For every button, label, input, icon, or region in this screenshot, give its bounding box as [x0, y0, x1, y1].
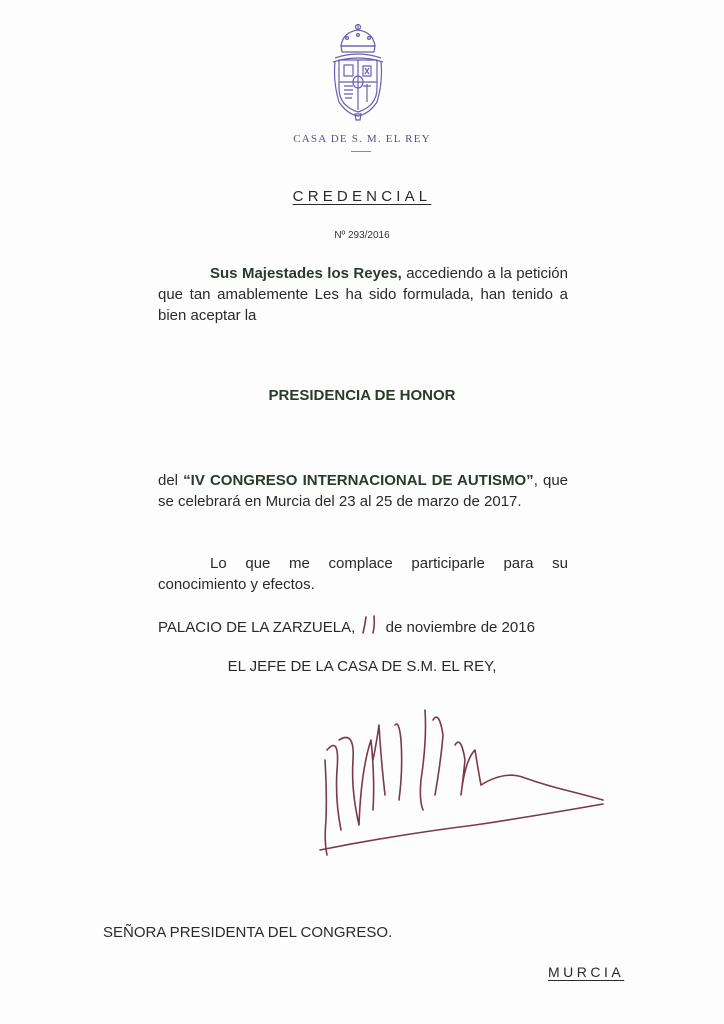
addressee-city: MURCIA [548, 964, 625, 980]
place-label: PALACIO DE LA ZARZUELA, [158, 619, 356, 636]
letterhead-divider [351, 151, 371, 152]
letterhead-house-name: CASA DE S. M. EL REY [293, 133, 431, 145]
honor-title: PRESIDENCIA DE HONOR [268, 387, 456, 404]
paragraph-congress-lead: del [158, 472, 184, 489]
document-title: CREDENCIAL [292, 188, 432, 205]
document-number: Nº 293/2016 [334, 230, 390, 241]
date-label: de noviembre de 2016 [385, 619, 535, 636]
paragraph-congress-text: , que se celebrará en Murcia del 23 al 25 de marzo de 2017. [158, 472, 569, 510]
congress-name: “IV CONGRESO INTERNACIONAL DE AUTISMO” [183, 472, 534, 489]
royal-coat-of-arms-icon [327, 22, 389, 122]
paragraph-acceptance-text: accediendo a la petición que tan amablemente Les ha sido formulada, han tenido a bien aceptar la [158, 265, 568, 324]
paragraph-congress [158, 470, 568, 512]
addressee: SEÑORA PRESIDENTA DEL CONGRESO. [103, 924, 393, 941]
handwritten-day [359, 614, 381, 634]
paragraph-closing: Lo que me complace participarle para su conocimiento y efectos. [158, 555, 568, 593]
signer-title: EL JEFE DE LA CASA DE S.M. EL REY, [227, 658, 497, 675]
handwritten-signature [315, 700, 615, 865]
place-and-date [158, 614, 535, 636]
paragraph-acceptance [158, 263, 568, 326]
majesties-label: Sus Majestades los Reyes, [210, 265, 402, 282]
